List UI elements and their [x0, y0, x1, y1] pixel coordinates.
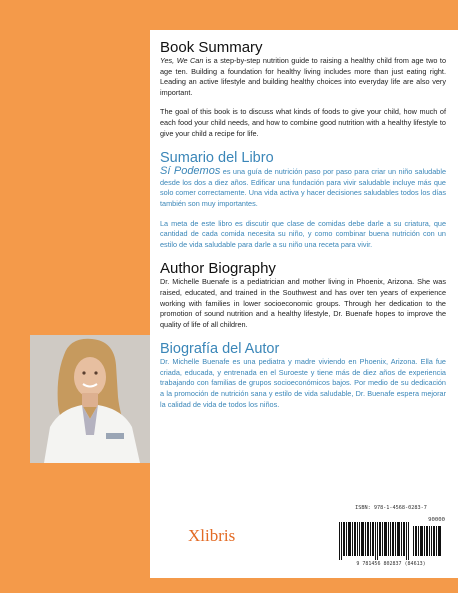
- sumario-text: es una guía de nutrición paso por paso para criar un niño saludable desde los dos a diez años. Edificar una fundación para vivir saludable incluye más que solo comer correctamente. Una vida activa y hacer decisiones saludables todos los días también son muy importantes.: [160, 167, 446, 208]
- sumario-paragraph-2: La meta de este libro es discutir que clase de comidas debe darle a su criatura, que cantidad de cada comida necesita su niño, y como combinar buena nutrición con un estilo de vida saludable para darle a su niño una receta para vivir.: [160, 218, 446, 249]
- book-summary-paragraph-1: [160, 56, 446, 98]
- biografia-text: Dr. Michelle Buenafe es una pediatra y madre viviendo en Phoenix, Arizona. Ella fue criada, educada, y entrenada en el Suroeste y tiene más de diez años de experiencia trabajando con familias de grupos socioeconómicos bajos. Por medio de su dedicación a la promoción de nutrición sana y estilo de vida saludable, Dr. Buenafe espera mejorar la calidad de vida de todos los niños.: [160, 357, 446, 409]
- book-title-english: Yes, We Can: [160, 56, 204, 65]
- sumario-paragraph-1: [160, 166, 446, 209]
- book-summary-title: Book Summary: [160, 39, 263, 56]
- book-title-spanish: Sí Podemos: [160, 165, 221, 178]
- barcode-digits: 9 781456 802837 (84613): [356, 561, 426, 567]
- isbn-barcode: [335, 505, 447, 570]
- author-biography-text: Dr. Michelle Buenafe is a pediatrician and mother living in Phoenix, Arizona. She was raised, educated, and trained in the Southwest and has over ten years of experience working with families in lower socioeconomic groups. Through her dedication to the promotion of sound nutrition and a healthy lifestyle, Dr. Buenafe hopes to improve the quality of life of all children.: [160, 277, 446, 329]
- sumario-title: Sumario del Libro: [160, 150, 274, 167]
- biografia-title: Biografía del Autor: [160, 341, 280, 358]
- isbn-number: ISBN: 978-1-4568-0283-7: [355, 505, 427, 511]
- back-cover-text: [160, 40, 446, 410]
- book-summary-paragraph-2: The goal of this book is to discuss what kinds of foods to give your child, how much of each food your child needs, and how to combine good nutrition with a healthy lifestyle to give your child a recipe for life.: [160, 107, 446, 138]
- xlibris-logo: Xlibris: [188, 526, 236, 545]
- author-photo: [30, 335, 150, 463]
- book-summary-text: is a step-by-step nutrition guide to raising a healthy child from age two to age ten. Building a foundation for healthy living includes more than just eating right. Leading an active lifestyle and building healthy choices into everyday life are also very important.: [160, 56, 446, 97]
- author-biography-title: Author Biography: [160, 260, 276, 278]
- price-code: 90000: [428, 517, 445, 523]
- barcode-bars: [339, 522, 443, 560]
